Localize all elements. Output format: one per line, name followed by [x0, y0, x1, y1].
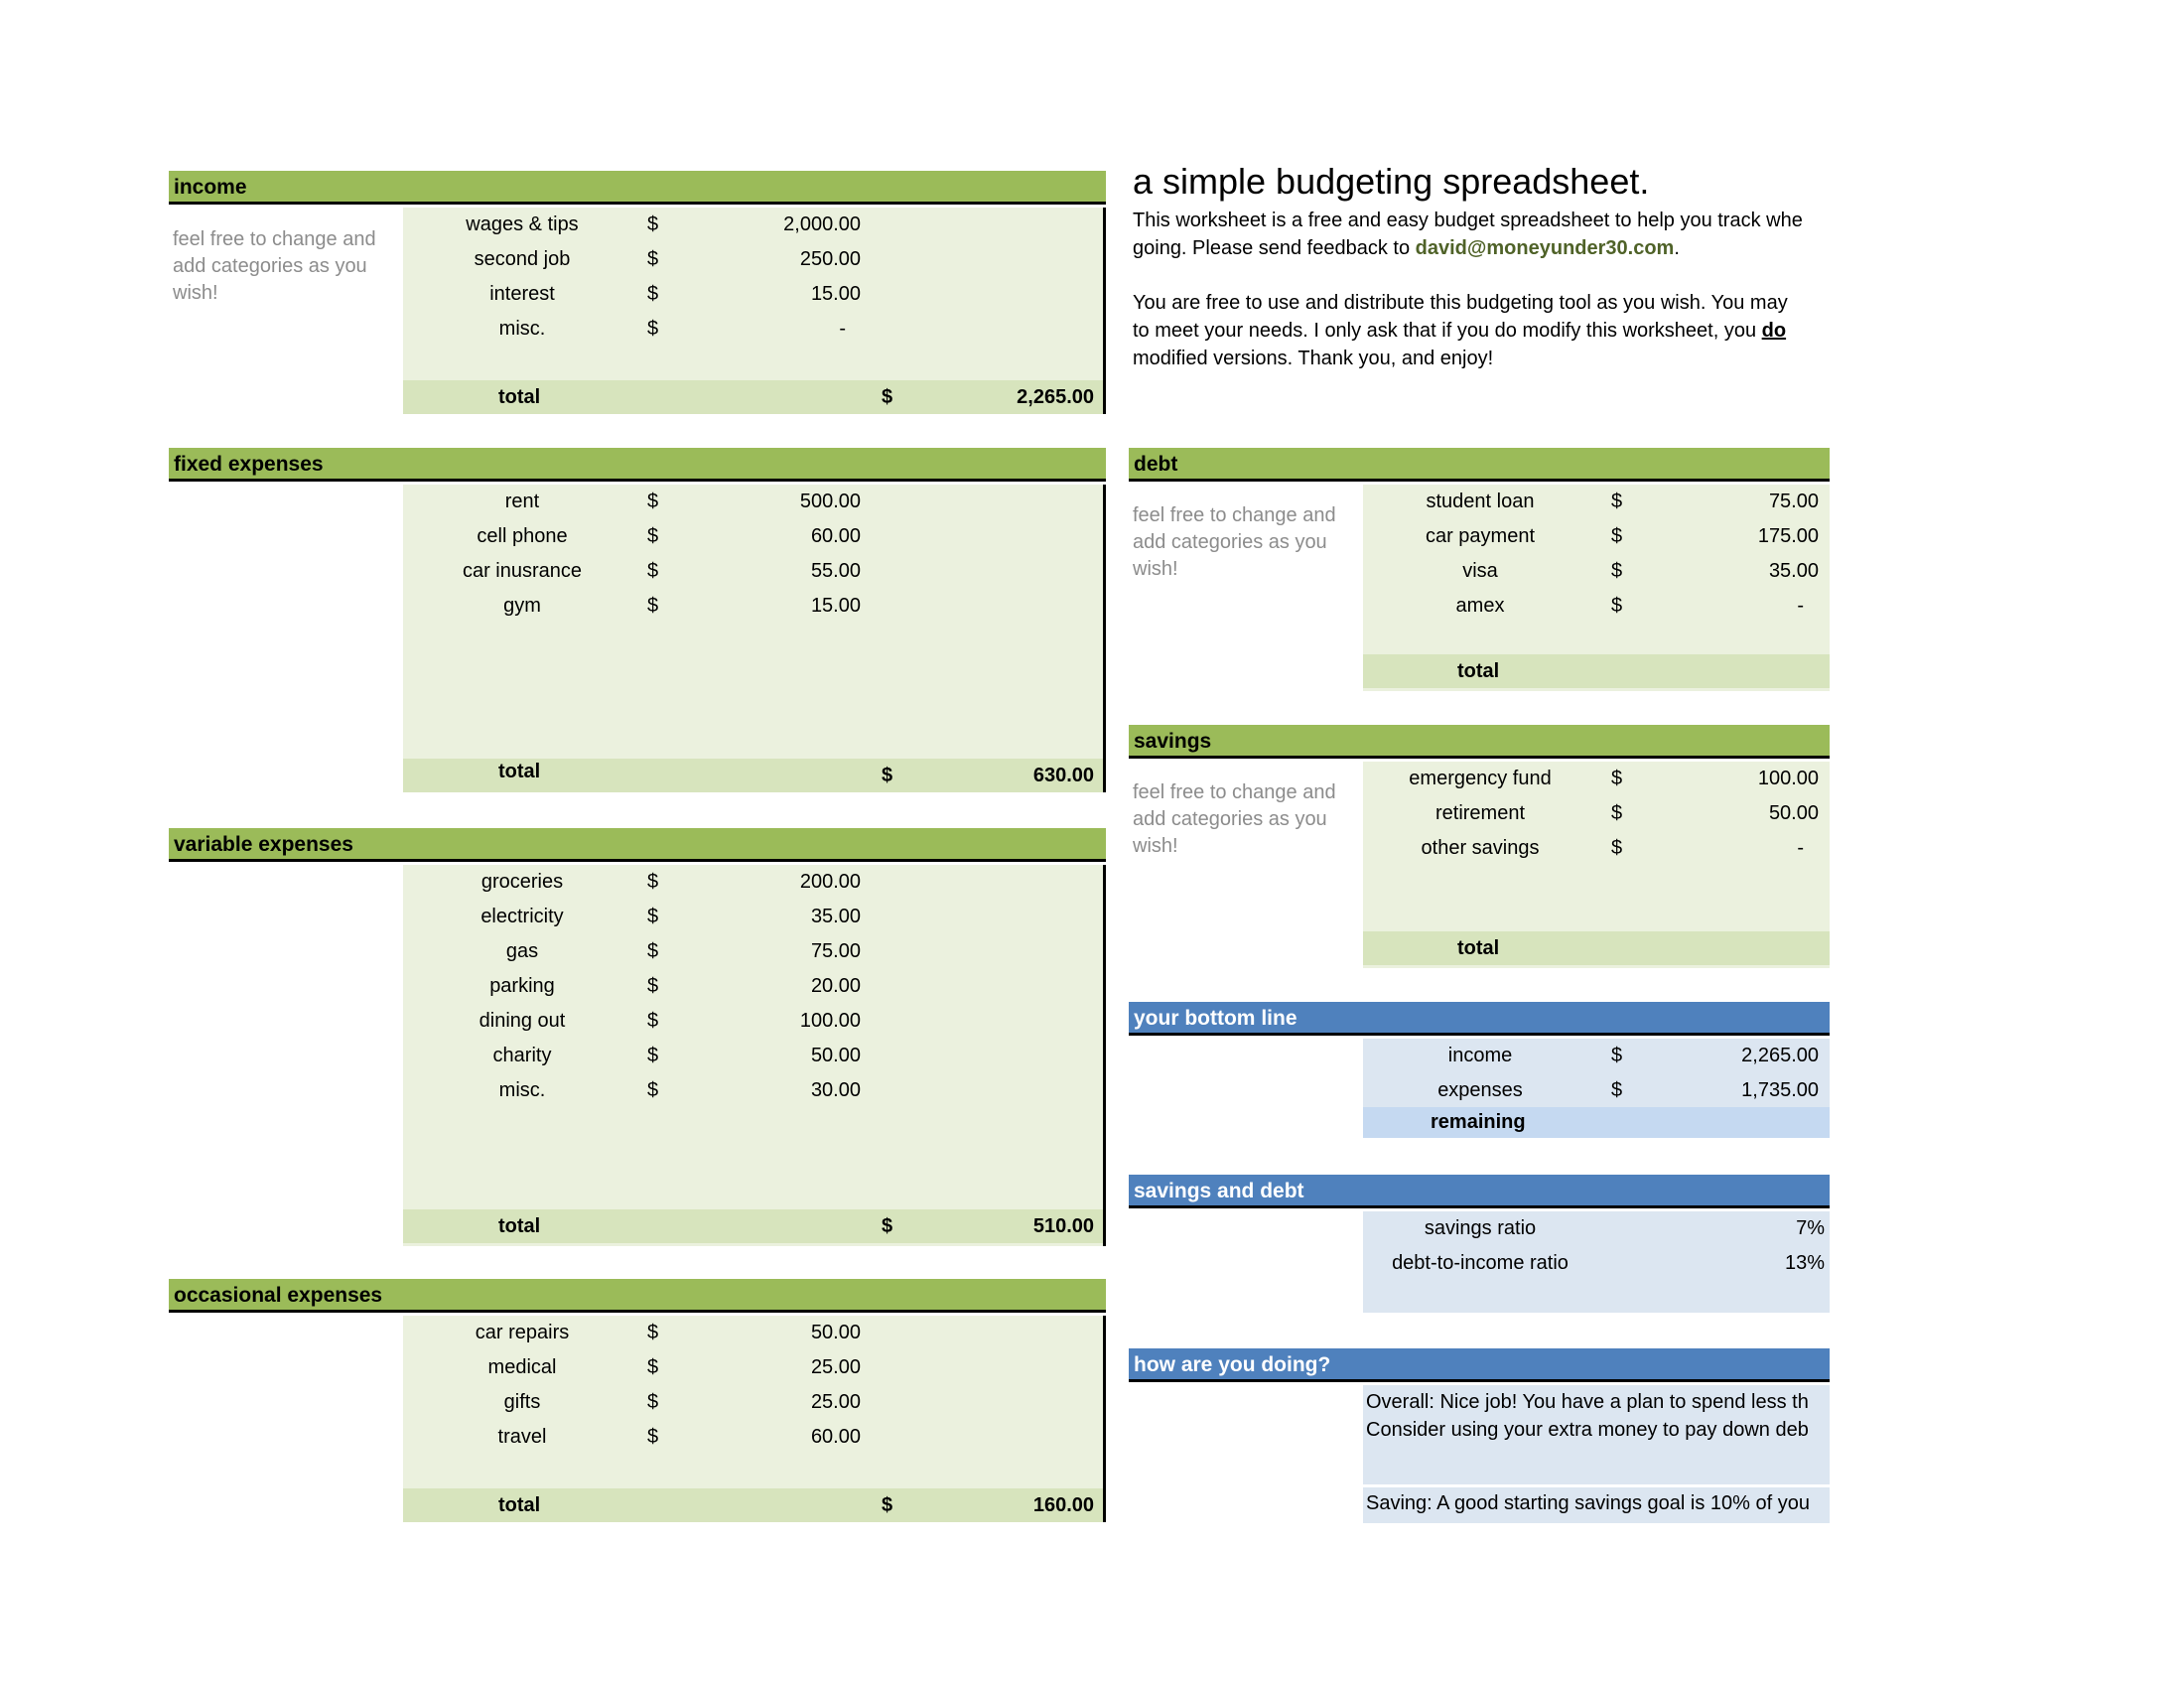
- debt-note: feel free to change and add categories as you wish!: [1133, 504, 1336, 580]
- fixed-total-amount: 630.00: [1032, 765, 1094, 786]
- expense-row-label: cell phone: [477, 525, 568, 547]
- debt-row-label: student loan: [1426, 491, 1535, 512]
- expense-row-currency: $: [647, 1045, 659, 1066]
- fixed-expenses-total-row: [403, 759, 1106, 792]
- expense-row[interactable]: [403, 900, 1106, 934]
- expense-row-amount: 500.00: [799, 491, 861, 512]
- expense-row-currency: $: [647, 595, 659, 617]
- debt-total-row: [1363, 654, 1830, 688]
- income-row-amount: 250.00: [799, 248, 861, 270]
- savings-row-currency: $: [1611, 837, 1623, 859]
- intro-line-2-end: .: [1674, 237, 1680, 259]
- debt-section: [1129, 448, 1830, 691]
- income-row[interactable]: [403, 242, 1106, 277]
- expense-row-amount: 35.00: [810, 906, 861, 927]
- income-row-label: misc.: [498, 318, 546, 340]
- expense-row-label: car repairs: [475, 1322, 570, 1343]
- debt-header: debt: [1129, 448, 1830, 482]
- income-row[interactable]: [403, 208, 1106, 242]
- expense-row-currency: $: [647, 1010, 659, 1032]
- expense-row-currency: $: [647, 1391, 659, 1413]
- fixed-expenses-header: fixed expenses: [169, 448, 1106, 482]
- ratio-row: [1363, 1246, 1830, 1281]
- expense-row-currency: $: [647, 871, 659, 893]
- expense-row-label: gifts: [503, 1391, 541, 1413]
- how-are-you-doing-section: [1129, 1348, 1830, 1523]
- variable-total-label: total: [498, 1215, 541, 1237]
- expense-row-currency: $: [647, 560, 659, 582]
- expense-row-amount: 25.00: [810, 1391, 861, 1413]
- intro-line-4-text: to meet your needs. I only ask that if you do modify this worksheet, you: [1133, 320, 1762, 342]
- savings-row[interactable]: [1363, 762, 1830, 796]
- bottom-line-row-label: expenses: [1437, 1079, 1523, 1101]
- expense-row-amount: 60.00: [810, 525, 861, 547]
- overall-message-line-2: Consider using your extra money to pay down deb: [1366, 1419, 1809, 1441]
- savings-row[interactable]: [1363, 796, 1830, 831]
- expense-row-currency: $: [647, 1356, 659, 1378]
- expense-row[interactable]: [403, 519, 1106, 554]
- savings-row-amount: 50.00: [1768, 802, 1819, 824]
- expense-row-label: parking: [489, 975, 555, 997]
- savings-row-label: emergency fund: [1409, 768, 1552, 789]
- savings-note: feel free to change and add categories as you wish!: [1133, 781, 1336, 857]
- expense-row-currency: $: [647, 1426, 659, 1448]
- expense-row-currency: $: [647, 906, 659, 927]
- savings-and-debt-section: [1129, 1175, 1830, 1313]
- debt-total-label: total: [1457, 660, 1500, 682]
- debt-row-label: car payment: [1425, 525, 1536, 547]
- debt-row-amount: -: [1797, 595, 1804, 617]
- expense-row-currency: $: [647, 1322, 659, 1343]
- bottom-line-header: your bottom line: [1129, 1002, 1830, 1036]
- variable-total-currency: $: [882, 1215, 893, 1237]
- income-row-amount: 2,000.00: [783, 213, 861, 235]
- savings-row-currency: $: [1611, 768, 1623, 789]
- overall-message-line-1: Overall: Nice job! You have a plan to spend less th: [1366, 1391, 1809, 1413]
- debt-row[interactable]: [1363, 589, 1830, 624]
- expense-row-label: car inusrance: [462, 560, 583, 582]
- debt-row-currency: $: [1611, 525, 1623, 547]
- saving-message-line-1: Saving: A good starting savings goal is 10% of you: [1366, 1492, 1810, 1514]
- expense-row-label: dining out: [478, 1010, 566, 1032]
- income-row-currency: $: [647, 248, 659, 270]
- income-row-amount: -: [839, 318, 846, 340]
- occasional-expenses-total-row: [403, 1488, 1106, 1522]
- how-are-you-doing-body: [1363, 1385, 1830, 1523]
- expense-row[interactable]: [403, 969, 1106, 1004]
- expense-row-amount: 50.00: [810, 1322, 861, 1343]
- expense-row[interactable]: [403, 1316, 1106, 1350]
- debt-row-currency: $: [1611, 595, 1623, 617]
- debt-row-amount: 75.00: [1768, 491, 1819, 512]
- income-row[interactable]: [403, 312, 1106, 347]
- remaining-row: [1363, 1107, 1830, 1138]
- savings-row-label: other savings: [1421, 837, 1540, 859]
- feedback-email-link[interactable]: david@moneyunder30.com: [1415, 237, 1675, 259]
- expense-row-amount: 55.00: [810, 560, 861, 582]
- income-total-amount: 2,265.00: [1017, 386, 1094, 408]
- intro-line-5: modified versions. Thank you, and enjoy!: [1133, 348, 1494, 369]
- savings-total-row: [1363, 931, 1830, 965]
- fixed-total-currency: $: [882, 765, 893, 786]
- expense-row-label: travel: [497, 1426, 547, 1448]
- bottom-line-row-amount: 2,265.00: [1741, 1045, 1819, 1066]
- savings-row[interactable]: [1363, 831, 1830, 866]
- income-note: feel free to change and add categories as you wish!: [173, 228, 376, 304]
- bottom-line-row-label: income: [1447, 1045, 1513, 1066]
- expense-row[interactable]: [403, 1004, 1106, 1039]
- message-separator: [1363, 1484, 1830, 1487]
- expense-row[interactable]: [403, 589, 1106, 624]
- debt-row-label: visa: [1462, 560, 1498, 582]
- expense-row[interactable]: [403, 1420, 1106, 1455]
- debt-row-currency: $: [1611, 491, 1623, 512]
- expense-row-label: gas: [505, 940, 539, 962]
- income-row[interactable]: [403, 277, 1106, 312]
- occasional-total-label: total: [498, 1494, 541, 1516]
- occasional-expenses-header: occasional expenses: [169, 1279, 1106, 1313]
- variable-expenses-section: [169, 828, 1106, 1246]
- expense-row-amount: 30.00: [810, 1079, 861, 1101]
- bottom-line-row: [1363, 1073, 1830, 1108]
- income-total-row: [403, 380, 1106, 414]
- savings-row-label: retirement: [1434, 802, 1526, 824]
- income-row-currency: $: [647, 318, 659, 340]
- intro-line-2-text: going. Please send feedback to: [1133, 237, 1416, 259]
- expense-row-amount: 100.00: [799, 1010, 861, 1032]
- income-row-label: second job: [474, 248, 571, 270]
- expense-row[interactable]: [403, 1039, 1106, 1073]
- bottom-line-row-amount: 1,735.00: [1741, 1079, 1819, 1101]
- income-row-label: interest: [489, 283, 555, 305]
- intro-line-4: [1133, 317, 1828, 345]
- fixed-expenses-section: [169, 448, 1106, 792]
- variable-expenses-total-row: [403, 1209, 1106, 1243]
- ratio-row-label: savings ratio: [1424, 1217, 1537, 1239]
- intro-line-4-emphasis: do: [1761, 320, 1787, 342]
- expense-row[interactable]: [403, 865, 1106, 900]
- ratio-row: [1363, 1211, 1830, 1246]
- expense-row[interactable]: [403, 1350, 1106, 1385]
- expense-row[interactable]: [403, 1073, 1106, 1108]
- expense-row-currency: $: [647, 491, 659, 512]
- ratio-row-label: debt-to-income ratio: [1392, 1252, 1569, 1274]
- expense-row-currency: $: [647, 525, 659, 547]
- expense-row-amount: 25.00: [810, 1356, 861, 1378]
- expense-row-currency: $: [647, 1079, 659, 1101]
- income-row-currency: $: [647, 283, 659, 305]
- intro-line-2: [1133, 234, 1828, 262]
- debt-row-amount: 35.00: [1768, 560, 1819, 582]
- expense-row-label: misc.: [498, 1079, 546, 1101]
- income-row-amount: 15.00: [810, 283, 861, 305]
- savings-row-amount: 100.00: [1757, 768, 1819, 789]
- income-row-currency: $: [647, 213, 659, 235]
- savings-header: savings: [1129, 725, 1830, 759]
- expense-row-label: rent: [504, 491, 540, 512]
- income-row-label: wages & tips: [466, 213, 579, 235]
- expense-row-amount: 200.00: [799, 871, 861, 893]
- bottom-line-row: [1363, 1039, 1830, 1073]
- savings-row-currency: $: [1611, 802, 1623, 824]
- debt-row-currency: $: [1611, 560, 1623, 582]
- income-total-currency: $: [882, 386, 893, 408]
- variable-total-amount: 510.00: [1032, 1215, 1094, 1237]
- bottom-line-section: [1129, 1002, 1830, 1138]
- savings-total-label: total: [1457, 937, 1500, 959]
- bottom-line-row-currency: $: [1611, 1079, 1623, 1101]
- expense-row-label: electricity: [480, 906, 564, 927]
- savings-section: [1129, 725, 1830, 968]
- savings-and-debt-header: savings and debt: [1129, 1175, 1830, 1208]
- expense-row[interactable]: [403, 934, 1106, 969]
- expense-row-label: medical: [487, 1356, 557, 1378]
- occasional-expenses-section: [169, 1279, 1106, 1522]
- savings-row-amount: -: [1797, 837, 1804, 859]
- debt-row[interactable]: [1363, 519, 1830, 554]
- income-header: income: [169, 171, 1106, 205]
- ratio-row-value: 13%: [1784, 1252, 1825, 1274]
- ratio-row-value: 7%: [1796, 1217, 1825, 1239]
- expense-row-label: gym: [503, 595, 541, 617]
- expense-row-currency: $: [647, 975, 659, 997]
- occasional-total-currency: $: [882, 1494, 893, 1516]
- debt-row[interactable]: [1363, 485, 1830, 519]
- expense-row[interactable]: [403, 1385, 1106, 1420]
- expense-row[interactable]: [403, 554, 1106, 589]
- expense-row-currency: $: [647, 940, 659, 962]
- expense-row-amount: 15.00: [810, 595, 861, 617]
- income-section: [169, 171, 1106, 414]
- income-total-label: total: [498, 386, 541, 408]
- how-are-you-doing-header: how are you doing?: [1129, 1348, 1830, 1382]
- expense-row[interactable]: [403, 485, 1106, 519]
- expense-row-amount: 20.00: [810, 975, 861, 997]
- expense-row-amount: 60.00: [810, 1426, 861, 1448]
- variable-expenses-header: variable expenses: [169, 828, 1106, 862]
- bottom-line-row-currency: $: [1611, 1045, 1623, 1066]
- occasional-total-amount: 160.00: [1032, 1494, 1094, 1516]
- intro-line-1: This worksheet is a free and easy budget spreadsheet to help you track whe: [1133, 210, 1803, 231]
- expense-row-amount: 50.00: [810, 1045, 861, 1066]
- expense-row-amount: 75.00: [810, 940, 861, 962]
- page-title: a simple budgeting spreadsheet.: [1133, 161, 1650, 202]
- expense-row-label: groceries: [480, 871, 564, 893]
- debt-row-label: amex: [1455, 595, 1505, 617]
- expense-row-label: charity: [492, 1045, 552, 1066]
- intro-line-3: You are free to use and distribute this budgeting tool as you wish. You may: [1133, 292, 1788, 314]
- remaining-label: remaining: [1431, 1111, 1526, 1133]
- fixed-total-label: total: [498, 761, 541, 782]
- debt-row[interactable]: [1363, 554, 1830, 589]
- debt-row-amount: 175.00: [1757, 525, 1819, 547]
